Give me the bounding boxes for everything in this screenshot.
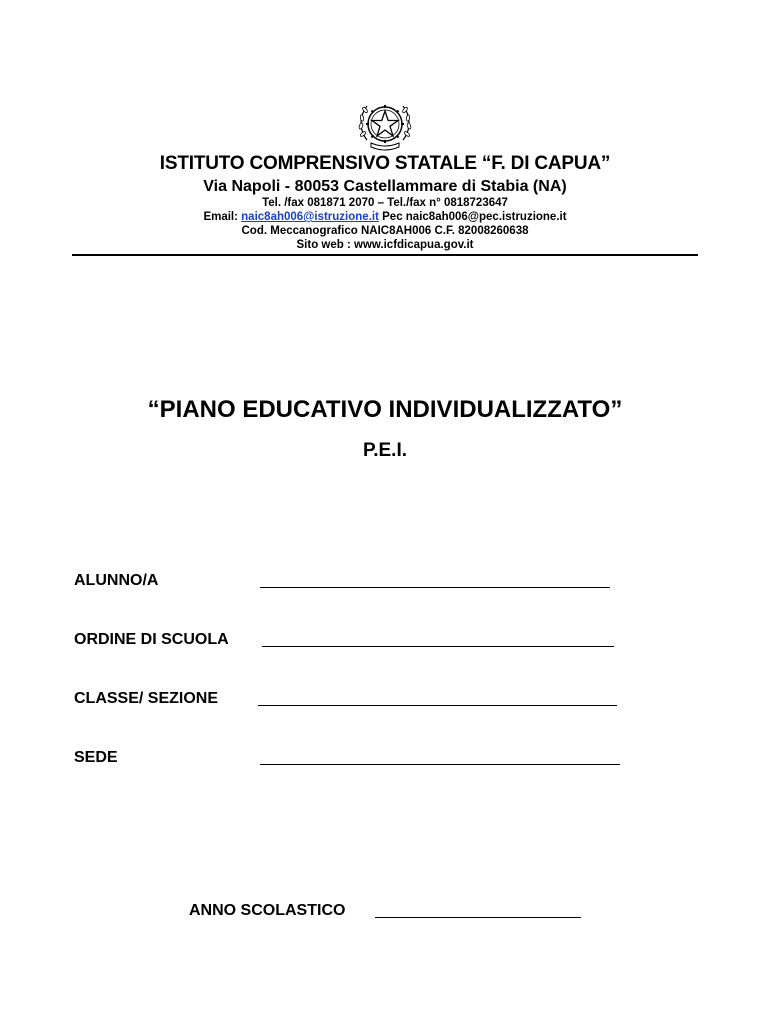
italian-republic-emblem-icon: [355, 96, 415, 156]
school-codes: Cod. Meccanografico NAIC8AH006 C.F. 82008260638: [241, 225, 529, 237]
document-subtitle: P.E.I.: [362, 440, 407, 461]
school-address: Via Napoli - 80053 Castellammare di Stabia (NA): [203, 178, 567, 195]
field-blank-alunno[interactable]: [260, 587, 610, 588]
school-website: Sito web : www.icfdicapua.gov.it: [296, 239, 474, 251]
field-blank-sede[interactable]: [260, 764, 620, 765]
school-phone: Tel. /fax 081871 2070 – Tel./fax n° 0818723647: [262, 197, 508, 209]
school-name: ISTITUTO COMPRENSIVO STATALE “F. DI CAPUA”: [159, 153, 611, 174]
field-label: CLASSE/ SEZIONE: [74, 690, 219, 707]
email-prefix: Email:: [203, 211, 238, 223]
field-blank-classe-sezione[interactable]: [258, 705, 617, 706]
header-divider: [72, 254, 698, 256]
school-email-line: [0, 211, 770, 223]
field-label: ORDINE DI SCUOLA: [74, 631, 229, 648]
field-label: SEDE: [74, 749, 118, 766]
anno-scolastico-label: ANNO SCOLASTICO: [189, 902, 346, 919]
field-blank-anno-scolastico[interactable]: [375, 917, 581, 918]
email-link[interactable]: naic8ah006@istruzione.it: [241, 211, 379, 223]
document-title: “PIANO EDUCATIVO INDIVIDUALIZZATO”: [147, 396, 623, 423]
pec-address: Pec naic8ah006@pec.istruzione.it: [382, 211, 567, 223]
field-label: ALUNNO/A: [74, 572, 159, 589]
field-blank-ordine-scuola[interactable]: [262, 646, 614, 647]
